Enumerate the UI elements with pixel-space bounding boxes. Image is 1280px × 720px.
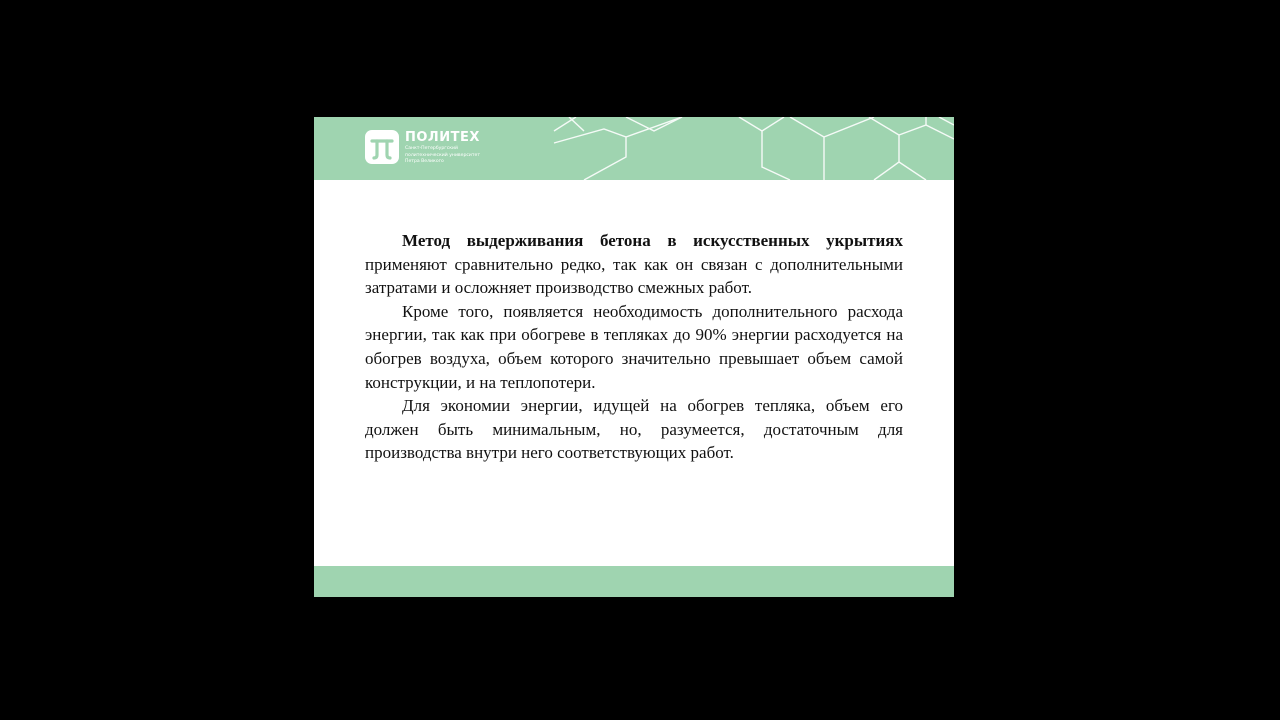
logo-subtitle-line-1: Санкт-Петербургский: [405, 146, 458, 151]
logo-subtitle-line-3: Петра Великого: [405, 159, 444, 165]
slide: [314, 117, 954, 597]
logo-name: ПОЛИТЕХ: [405, 130, 480, 145]
paragraph-1-rest: применяют сравнительно редко, так как он связан с дополнительными затратами и осложняет производство смежных работ.: [365, 254, 903, 298]
header-band: [314, 117, 954, 180]
logo-subtitle-line-2: политехнический университет: [405, 152, 481, 158]
footer-band: [314, 566, 954, 597]
paragraph-2: Кроме того, появляется необходимость дополнительного расхода энергии, так как при обогреве в тепляках до 90% энергии расходуется на обогрев воздуха, объем которого значительно превышает объем самой конструкции, и на теплопотери.: [365, 301, 903, 392]
polytech-logo-icon: [365, 130, 399, 164]
polytech-logo: [365, 130, 480, 165]
paragraph-3: Для экономии энергии, идущей на обогрев тепляка, объем его должен быть минимальным, но, разумеется, достаточным для производства внутри него соответствующих работ.: [365, 396, 903, 463]
paragraph-1: [365, 229, 903, 300]
slide-body-text: [365, 229, 903, 465]
paragraph-1-bold-term: Метод выдерживания бетона в искусственных укрытиях: [402, 231, 903, 250]
